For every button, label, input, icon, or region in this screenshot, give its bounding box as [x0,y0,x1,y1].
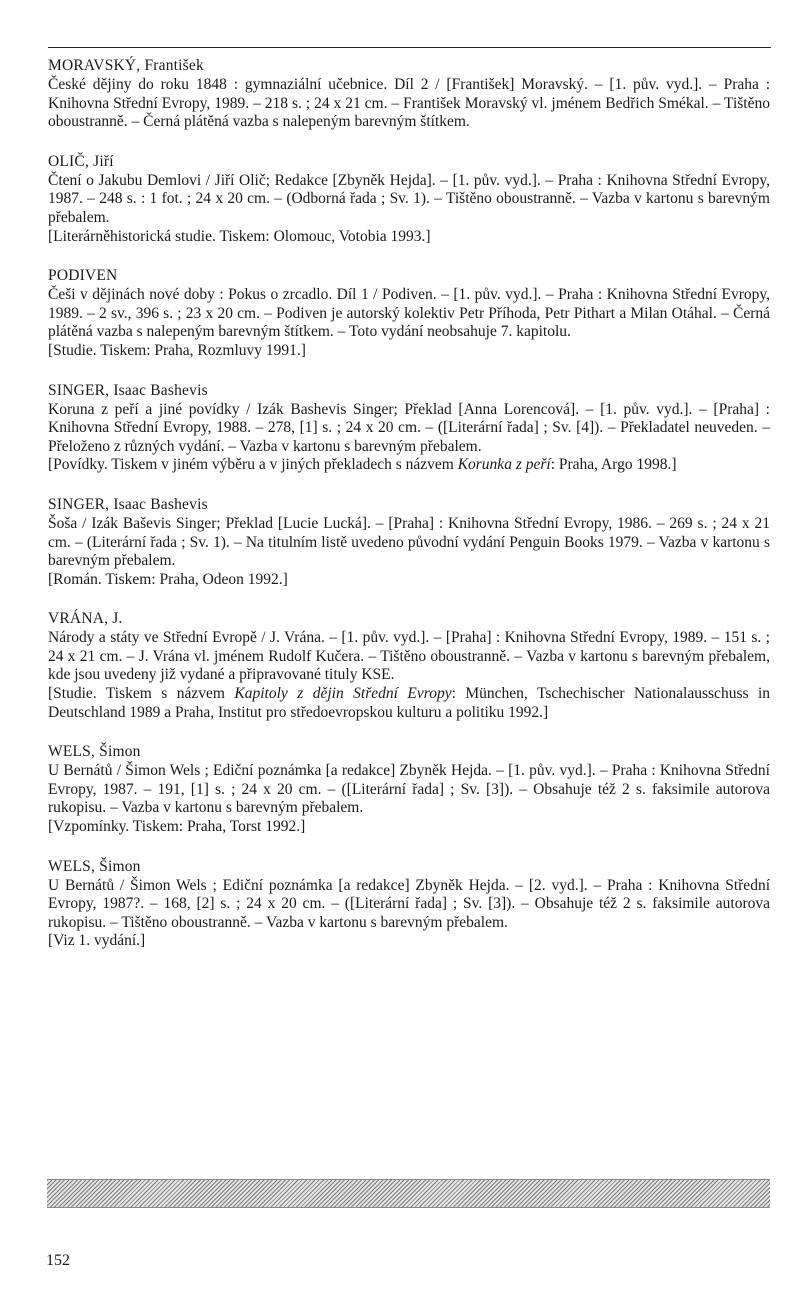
entry-heading: MORAVSKÝ, František [48,57,204,74]
entry-moravsky [48,56,770,132]
note-italic-title: Kapitoly z dějin Střední Evropy [234,685,452,703]
entry-heading: PODIVEN [48,267,118,285]
entry-note: [Literárněhistorická studie. Tiskem: Olomouc, Votobia 1993.] [48,227,431,245]
entry-vrana [48,609,770,722]
entry-podiven [48,266,770,360]
top-rule [48,47,771,48]
entry-olic [48,152,770,246]
hatched-divider-bar [47,1179,770,1208]
entry-heading: WELS, Šimon [48,857,141,875]
entry-description: Národy a státy ve Střední Evropě / J. Vrána. – [1. pův. vyd.]. – [Praha] : Knihovna Střední Evropy, 1989. – 151 s. ; 24 x 21 cm. – J. Vrána vl. jménem Rudolf Kučera. – Tištěno oboustranně. – Vazba v kartonu s barevným přebalem, kde jsou uvedeny již vydané a připravované tituly KSE. [48,629,770,684]
note-text: : München, Tschechischer Nationalausschuss in Deutschland 1989 a Praha, Institut pro středoevropskou kulturu a politiku 1992.] [48,685,771,721]
entry-note [48,685,770,722]
note-text: : Praha, Argo 1998.] [550,456,677,474]
entry-note [48,456,770,475]
entry-description: Čtení o Jakubu Demlovi / Jiří Olič; Redakce [Zbyněk Hejda]. – [1. pův. vyd.]. – Praha : Knihovna Střední Evropy, 1987. – 248 s. : 1 fot. ; 24 x 20 cm. – (Odborná řada ; Sv. 1). – Tištěno oboustranně. – Vazba v kartonu s barevným přebalem. [48,171,770,226]
entry-description: U Bernátů / Šimon Wels ; Ediční poznámka [a redakce] Zbyněk Hejda. – [1. pův. vyd.]. – Praha : Knihovna Střední Evropy, 1987. – 191, [1] s. ; 24 x 20 cm. – ([Literární řada] ; Sv. [3]). – Obsahuje též 2 s. faksimile autorova rukopisu. – Vazba v kartonu s barevným přebalem. [48,762,770,817]
entry-description: Koruna z peří a jiné povídky / Izák Bashevis Singer; Překlad [Anna Lorencová]. – [1. pův. vyd.]. – [Praha] : Knihovna Střední Evropy, 1988. – 278, [1] s. ; 24 x 20 cm. – ([Literární řada] ; Sv. [4]). – Překladatel neuveden. – Přeloženo z různých vydání. – Vazba v kartonu s barevným přebalem. [48,400,770,455]
entry-note: [Studie. Tiskem: Praha, Rozmluvy 1991.] [48,341,306,359]
entry-heading: WELS, Šimon [48,743,141,761]
entry-note: [Vzpomínky. Tiskem: Praha, Torst 1992.] [48,818,306,836]
entry-heading: SINGER, Isaac Bashevis [48,381,208,399]
entry-heading: SINGER, Isaac Bashevis [48,495,208,513]
note-text: [Studie. Tiskem s názvem [48,685,235,703]
entry-note: [Román. Tiskem: Praha, Odeon 1992.] [48,570,288,588]
entry-description: Šoša / Izák Baševis Singer; Překlad [Lucie Lucká]. – [Praha] : Knihovna Střední Evropy, 1986. – 269 s. ; 24 x 21 cm. – (Literární řada ; Sv. 1). – Na titulním listě uvedeno původní vydání Penguin Books 1979. – Vazba v kartonu s barevným přebalem. [48,514,770,570]
entry-note: [Viz 1. vydání.] [48,932,146,950]
bibliography-list [48,56,770,971]
page-number: 152 [46,1252,70,1269]
entry-singer-sosa [48,495,770,589]
note-text: [Povídky. Tiskem v jiném výběru a v jiných překladech s názvem [48,456,458,474]
entry-description: U Bernátů / Šimon Wels ; Ediční poznámka [a redakce] Zbyněk Hejda. – [2. vyd.]. – Praha : Knihovna Střední Evropy, 1987?. – 168, [2] s. ; 24 x 20 cm. – ([Literární řada] ; Sv. [3]). – Obsahuje též 2 s. faksimile autorova rukopisu. – Tištěno oboustranně. – Vazba v kartonu s barevným přebalem. [48,876,770,931]
entry-wels-2 [48,857,770,951]
entry-description: České dějiny do roku 1848 : gymnaziální učebnice. Díl 2 / [František] Moravský. – [1. pův. vyd.]. – Praha : Knihovna Střední Evropy, 1989. – 218 s. ; 24 x 21 cm. – František Moravský vl. jménem Bedřich Smékal. – Tištěno oboustranně. – Černá plátěná vazba s nalepeným barevným štítkem. [48,76,770,131]
entry-description: Češi v dějinách nové doby : Pokus o zrcadlo. Díl 1 / Podiven. – [1. pův. vyd.]. – Praha : Knihovna Střední Evropy, 1989. – 2 sv., 396 s. ; 23 x 20 cm. – Podiven je autorský kolektiv Petr Příhoda, Petr Pithart a Milan Otáhal. – Černá plátěná vazba s nalepeným barevným štítkem. – Toto vydání neobsahuje 7. kapitolu. [48,286,770,341]
entry-heading: VRÁNA, J. [48,610,123,628]
entry-heading: OLIČ, Jiří [48,152,114,170]
entry-wels-1 [48,742,770,836]
entry-singer-koruna [48,381,770,475]
note-italic-title: Korunka z peří [457,456,551,474]
